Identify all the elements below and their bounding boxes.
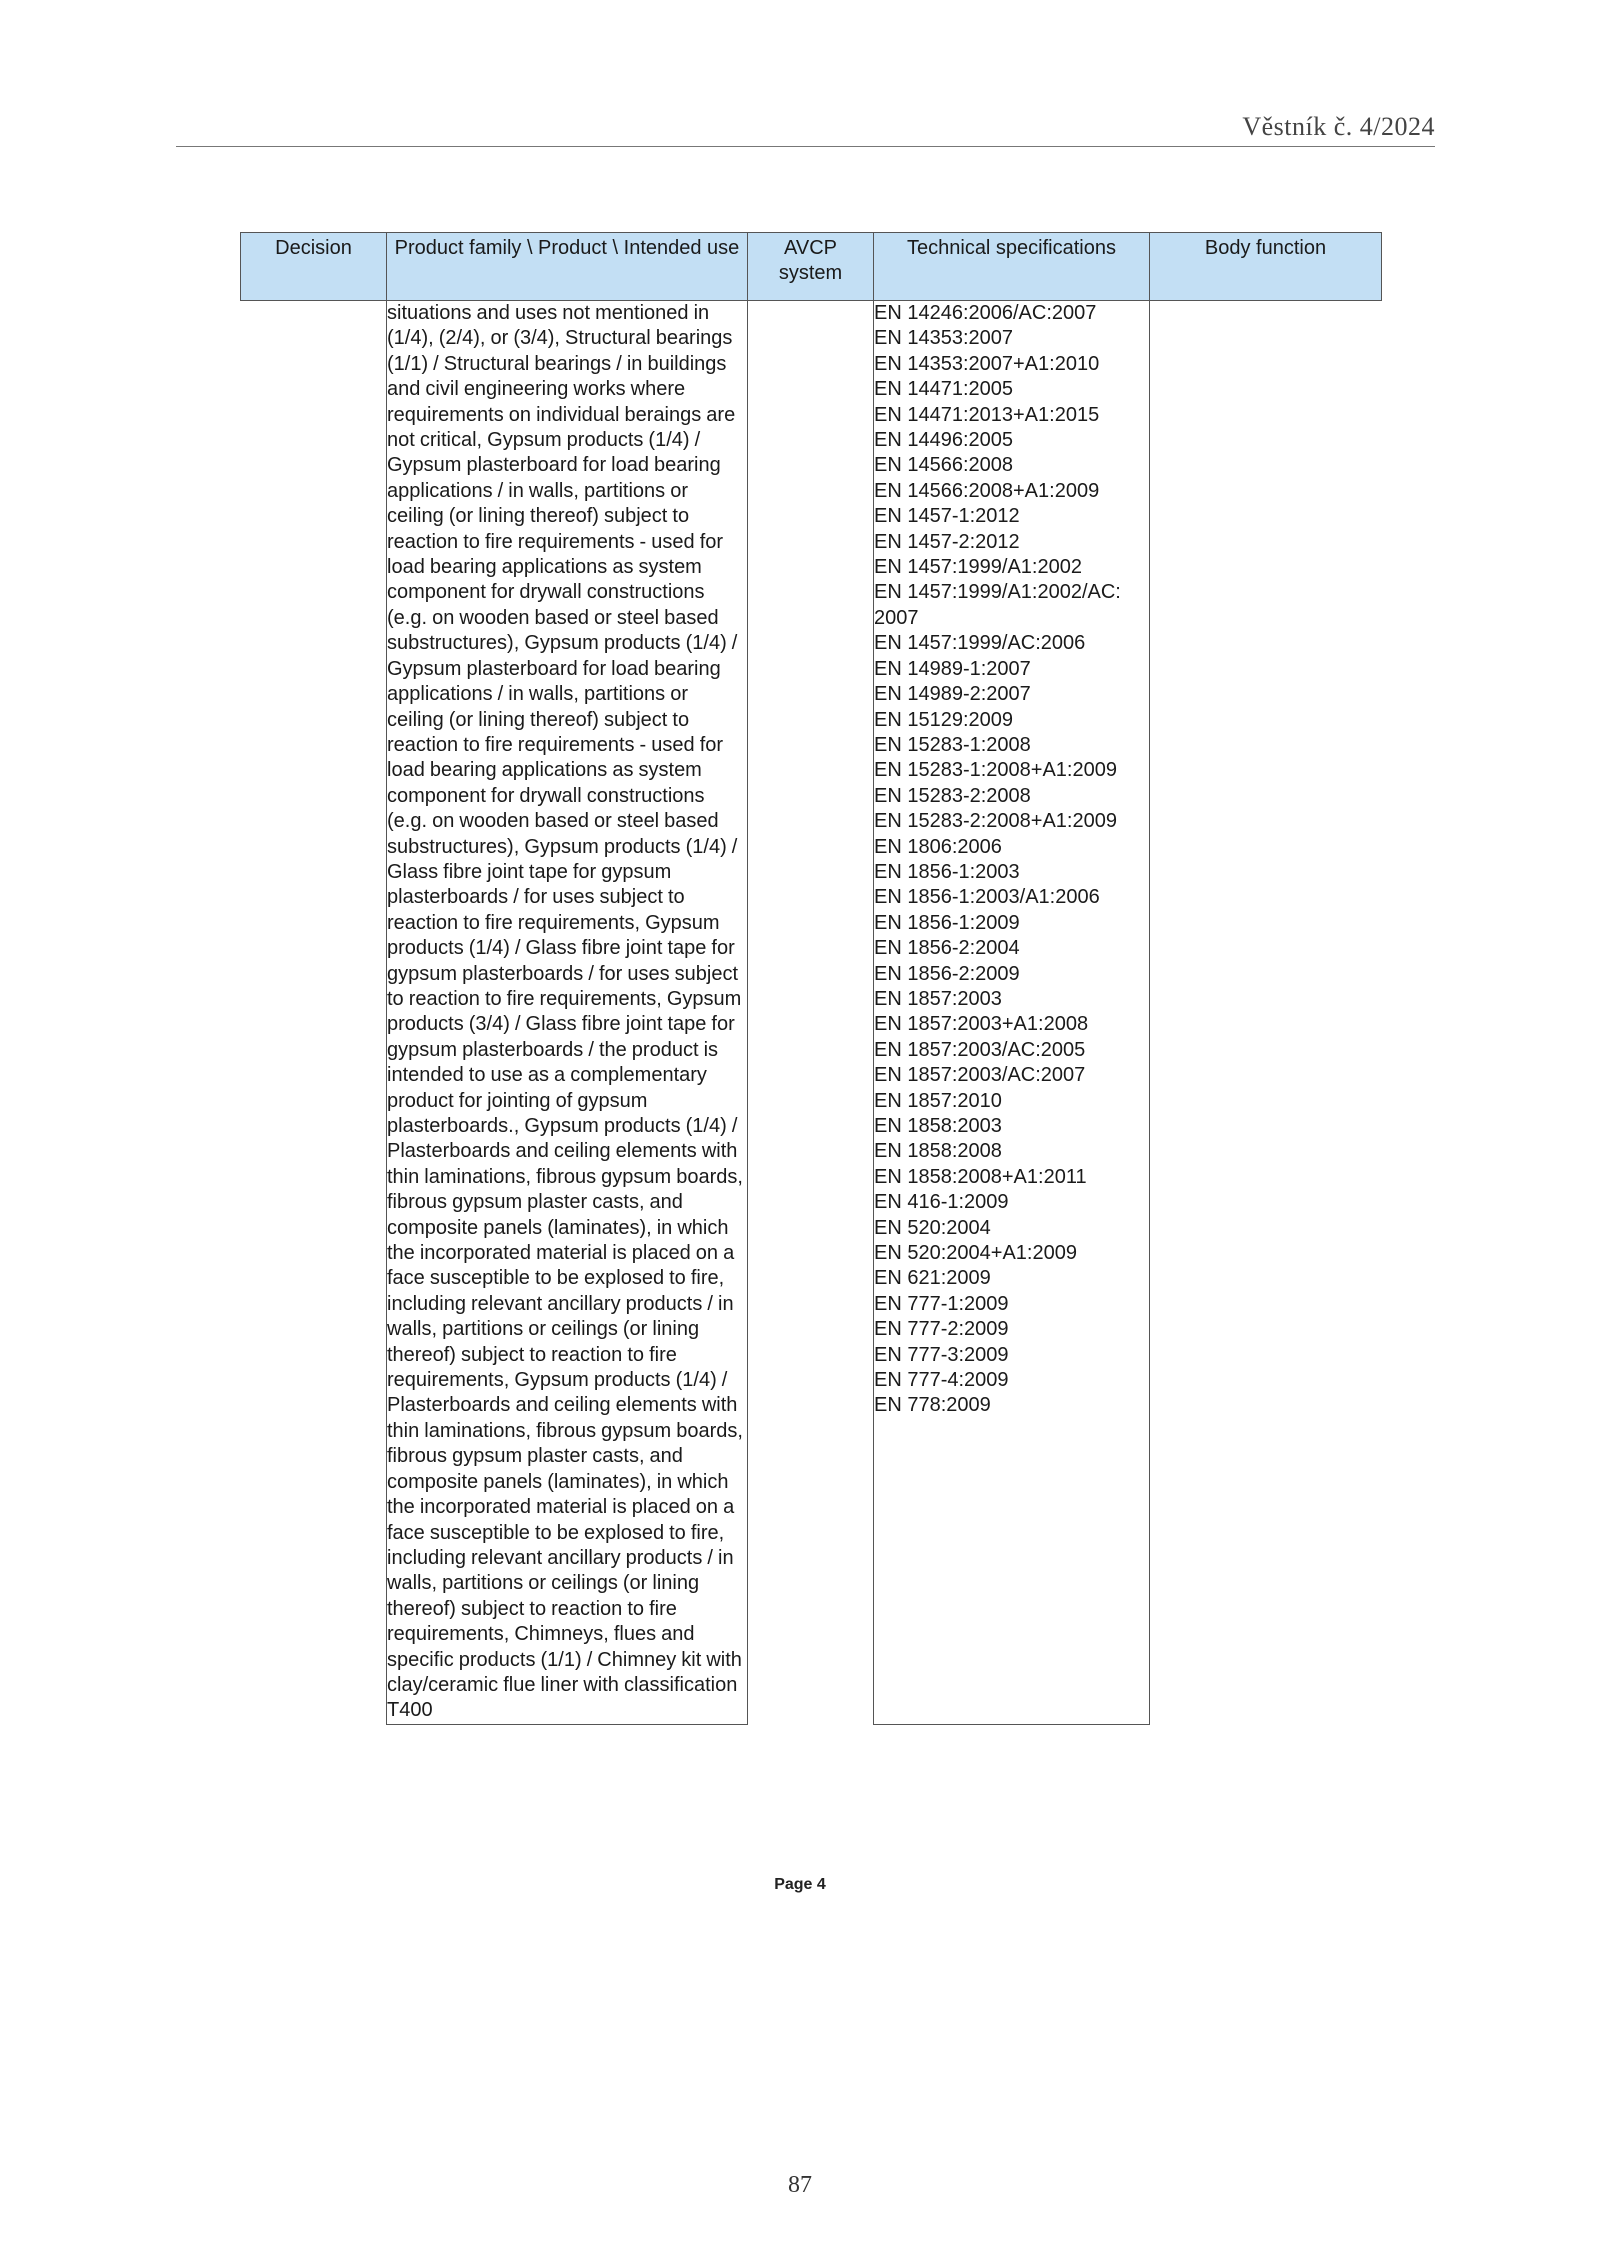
technical-specification-item: 2007 (874, 606, 919, 629)
technical-specification-item: EN 778:2009 (874, 1394, 991, 1417)
cell-avcp (748, 301, 874, 1725)
technical-specification-item: EN 1856-1:2003/A1:2006 (874, 886, 1100, 909)
technical-specification-item: EN 621:2009 (874, 1267, 991, 1290)
technical-specification-item: EN 14353:2007 (874, 327, 1014, 350)
technical-specification-item: EN 1806:2006 (874, 835, 1002, 858)
technical-specification-item: EN 777-3:2009 (874, 1343, 1009, 1366)
column-header-technical-specifications: Technical specifications (874, 233, 1150, 301)
technical-specification-item: EN 1856-2:2009 (874, 962, 1020, 985)
column-header-body-function: Body function (1150, 233, 1382, 301)
cell-decision (241, 301, 387, 1725)
technical-specification-item: EN 14989-1:2007 (874, 657, 1031, 680)
technical-specification-item: EN 1858:2008+A1:2011 (874, 1165, 1087, 1188)
technical-specification-item: EN 14246:2006/AC:2007 (874, 302, 1097, 324)
technical-specifications-list (874, 301, 1149, 1419)
technical-specification-item: EN 1856-1:2003 (874, 860, 1020, 883)
technical-specification-item: EN 1457:1999/A1:2002 (874, 556, 1082, 579)
technical-specification-item: EN 1858:2008 (874, 1140, 1002, 1163)
technical-specification-item: EN 777-1:2009 (874, 1292, 1009, 1315)
technical-specification-item: EN 520:2004 (874, 1216, 991, 1239)
page-label: Page 4 (774, 1876, 826, 1893)
technical-specification-item: EN 520:2004+A1:2009 (874, 1242, 1077, 1265)
technical-specification-item: EN 1457-2:2012 (874, 530, 1020, 553)
technical-specification-item: EN 1857:2010 (874, 1089, 1002, 1112)
column-header-avcp: AVCP system (748, 233, 874, 301)
technical-specification-item: EN 14496:2005 (874, 429, 1014, 452)
header-divider (176, 146, 1435, 147)
technical-specification-item: EN 15283-1:2008 (874, 733, 1031, 756)
technical-specification-item: EN 1856-1:2009 (874, 911, 1020, 934)
product-description: situations and uses not mentioned in (1/4), (2/4), or (3/4), Structural bearings (1/1) / Structural bearings / in buildings and civil engineering works where requirements on individual beraings are not critical, Gypsum products (1/4) / Gypsum plasterboard for load bearing applications / in walls, partitions or ceiling (or lining thereof) subject to reaction to fire requirements - used for load bearing applications as system component for drywall constructions (e.g. on wooden based or steel based substructures), Gypsum products (1/4) / Gypsum plasterboard for load bearing applications / in walls, partitions or ceiling (or lining thereof) subject to reaction to fire requirements - used for load bearing applications as system component for drywall constructions (e.g. on wooden based or steel based substructures), Gypsum products (1/4) / Glass fibre joint tape for gypsum plasterboards / for uses subject to reaction to fire requirements, Gypsum products (1/4) / Glass fibre joint tape for gypsum plasterboards / for uses subject to reaction to fire requirements, Gypsum products (3/4) / Glass fibre joint tape for gypsum plasterboards / the product is intended to use as a complementary product for jointing of gypsum plasterboards., Gypsum products (1/4) / Plasterboards and ceiling elements with thin laminations, fibrous gypsum boards, fibrous gypsum plaster casts, and composite panels (laminates), in which the incorporated material is placed on a face susceptible to be explosed to fire, including relevant ancillary products / in walls, partitions or ceilings (or lining thereof) subject to reaction to fire requirements, Gypsum products (1/4) / Plasterboards and ceiling elements with thin laminations, fibrous gypsum boards, fibrous gypsum plaster casts, and composite panels (laminates), in which the incorporated material is placed on a face susceptible to be explosed to fire, including relevant ancillary products / in walls, partitions or ceilings (or lining thereof) subject to reaction to fire requirements, Chimneys, flues and specific products (1/1) / Chimney kit with clay/ceramic flue liner with classification T400 (387, 302, 743, 1722)
table-header-row (241, 233, 1382, 301)
technical-specification-item: EN 777-2:2009 (874, 1318, 1009, 1341)
column-header-decision: Decision (241, 233, 387, 301)
technical-specification-item: EN 15129:2009 (874, 708, 1014, 731)
technical-specification-item: EN 416-1:2009 (874, 1191, 1009, 1214)
technical-specification-item: EN 14471:2005 (874, 378, 1014, 401)
technical-specification-item: EN 14566:2008+A1:2009 (874, 479, 1100, 502)
technical-specification-item: EN 1857:2003 (874, 987, 1002, 1010)
page-number: 87 (788, 2172, 812, 2198)
technical-specification-item: EN 14989-2:2007 (874, 683, 1031, 706)
technical-specification-item: EN 1856-2:2004 (874, 937, 1020, 960)
cell-body-function (1150, 301, 1382, 1725)
technical-specification-item: EN 15283-2:2008 (874, 784, 1031, 807)
technical-specification-item: EN 1457-1:2012 (874, 505, 1020, 528)
technical-specification-item: EN 1457:1999/AC:2006 (874, 632, 1086, 655)
technical-specification-item: EN 15283-1:2008+A1:2009 (874, 759, 1117, 782)
technical-specification-item: EN 1858:2003 (874, 1115, 1002, 1137)
technical-specification-item: EN 1857:2003/AC:2005 (874, 1038, 1086, 1061)
specifications-table (240, 232, 1382, 1725)
cell-technical-specifications (874, 301, 1150, 1725)
technical-specification-item: EN 1857:2003+A1:2008 (874, 1013, 1089, 1036)
technical-specification-item: EN 14471:2013+A1:2015 (874, 403, 1100, 426)
column-header-product: Product family \ Product \ Intended use (387, 233, 748, 301)
technical-specification-item: EN 14566:2008 (874, 454, 1014, 477)
technical-specification-item: EN 1857:2003/AC:2007 (874, 1064, 1086, 1087)
table-row (241, 301, 1382, 1725)
technical-specification-item: EN 1457:1999/A1:2002/AC: (874, 581, 1121, 604)
technical-specification-item: EN 14353:2007+A1:2010 (874, 352, 1100, 375)
cell-product (387, 301, 748, 1725)
technical-specification-item: EN 15283-2:2008+A1:2009 (874, 810, 1117, 833)
bulletin-title: Věstník č. 4/2024 (1242, 112, 1435, 141)
technical-specification-item: EN 777-4:2009 (874, 1369, 1009, 1392)
